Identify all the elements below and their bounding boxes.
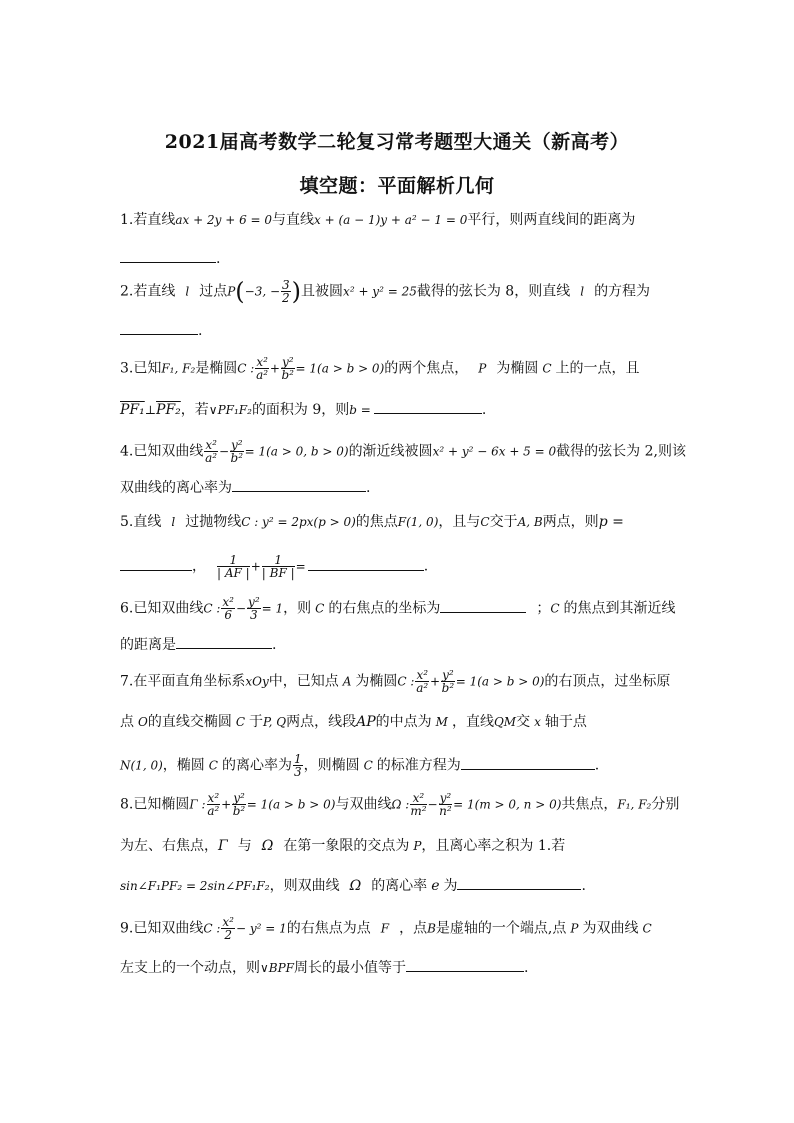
q7-xoy: xOy	[245, 674, 269, 689]
q3-c: C	[542, 361, 552, 376]
q4-text: 的渐近线被圆	[348, 443, 433, 460]
q3-end: .	[481, 402, 487, 418]
q4-prefix: 4.已知双曲线	[120, 443, 204, 460]
q9-l2b: 周长的最小值等于	[294, 960, 407, 976]
q2-prefix: 2.若直线	[120, 283, 176, 300]
q6-text1: ，则	[283, 600, 312, 617]
q4-cond: = 1(a > 0, b > 0)	[244, 444, 349, 459]
q5-end: .	[423, 558, 429, 575]
q8-o2: Ω	[349, 878, 362, 894]
q3-text: 的两个焦点，	[384, 360, 469, 377]
q6-text3: 的焦点到其渐近线	[563, 600, 676, 617]
q5-focus: F(1, 0)	[397, 515, 439, 529]
q7-l2g: 交	[516, 714, 531, 730]
answer-blank[interactable]	[406, 957, 524, 972]
question-4: 4.已知双曲线 $\frac{\text{x²}}{\text{a²}}$ − $\frac{\text{y²}}{\text{b²}}$ = 1(a > 0, b > 0)的渐近线被圆x² + y² − 6x + 5 = 0截得的弦长为 2,则该	[120, 438, 686, 465]
q9-text1: 的右焦点为点	[286, 920, 371, 937]
q9-text3: 是虚轴的一个端点,点	[435, 920, 567, 937]
question-7: 7.在平面直角坐标系xOy中，已知点 A 为椭圆C : $\frac{\text{x²}}{\text{a²}}$ + $\frac{\text{y²}}{\text{b²}}$ = 1(a > b > 0)的右顶点，过坐标原	[120, 668, 671, 695]
q3-ellipse: C :	[237, 361, 255, 376]
q7-m: M	[435, 715, 448, 729]
q8-l3c: 为	[443, 878, 458, 894]
q4-end: .	[366, 480, 371, 496]
document-subtitle: 填空题：平面解析几何	[299, 175, 495, 197]
q6-end: .	[272, 637, 277, 653]
q7-cond: = 1(a > b > 0)	[455, 674, 545, 689]
q5-text2: 的焦点	[355, 514, 398, 530]
q8-end: .	[581, 878, 586, 894]
answer-blank[interactable]	[120, 320, 198, 335]
q1-prefix: 1.若直线	[120, 212, 176, 228]
q2-pass: 过点	[199, 283, 228, 300]
q7-l2c: 于	[249, 714, 264, 730]
question-8-line2	[120, 835, 680, 857]
q3-prefix: 3.已知	[120, 360, 162, 377]
q5-text1: 过抛物线	[185, 514, 242, 530]
q3-vec2: PF₂	[156, 402, 181, 418]
question-9-line2	[120, 957, 680, 979]
question-7-line3: N(1, 0)，椭圆 C 的离心率为 $\frac{1}{3}$ ，则椭圆 C 的标准方程为 .	[120, 752, 600, 779]
q8-cond1: = 1(a > b > 0)	[246, 797, 336, 812]
q8-l2a: 为左、右焦点，	[120, 838, 218, 854]
q5-p-eq: p =	[598, 514, 624, 530]
q9-text2: ，点	[399, 920, 428, 937]
question-8: 8.已知椭圆Γ : $\frac{\text{x²}}{\text{a²}}$ + $\frac{\text{y²}}{\text{b²}}$ = 1(a > b > 0)与双曲线Ω : $\frac{\text{x²}}{\text{m²}}$ − $\frac{\text{y²}}{\text{n²}}$ = 1(m > 0, n > 0)共焦点，F₁, F₂分别	[120, 791, 680, 818]
q3-area-text: ，若	[180, 402, 209, 418]
q3-area-val: 的面积为 9，则	[251, 402, 350, 418]
q8-l2d: ，且离心率之积为 1.若	[421, 838, 566, 854]
q2-point-x: −3, −	[244, 284, 281, 299]
answer-blank[interactable]	[461, 755, 595, 770]
q8-f: F₁, F₂	[617, 797, 652, 812]
q9-triangle: ∨BPF	[260, 961, 295, 975]
q2-l: l	[185, 284, 190, 299]
answer-blank-p[interactable]	[120, 556, 192, 571]
q8-text3: 分别	[651, 796, 680, 813]
q6-c: C	[315, 601, 325, 616]
q7-end: .	[594, 757, 600, 774]
q3-cond: = 1(a > b > 0)	[295, 361, 385, 376]
q2-mid: 且被圆	[301, 283, 344, 300]
question-5	[120, 511, 680, 533]
q7-text2: 为椭圆	[355, 673, 398, 690]
q8-l2c: 在第一象限的交点为	[283, 838, 410, 854]
q3-vec1: PF₁	[120, 402, 145, 418]
q1-suffix: 平行，则两直线间的距离为	[467, 212, 636, 228]
question-1-answer	[120, 248, 680, 270]
q7-l2f: ，直线	[451, 714, 494, 730]
q2-point: P	[227, 284, 236, 299]
q7-ap: AP	[356, 714, 376, 730]
q6-line2: 的距离是	[120, 637, 176, 653]
answer-blank[interactable]	[457, 875, 581, 890]
q3-is: 是椭圆	[195, 360, 238, 377]
q9-l2a: 左支上的一个动点，则	[120, 960, 260, 976]
q3-triangle: ∨PF₁F₂	[208, 403, 252, 417]
question-1	[120, 209, 680, 231]
question-8-line3	[120, 875, 680, 897]
q8-gamma: Γ :	[189, 797, 206, 812]
question-3: 3.已知F₁, F₂是椭圆C : $\frac{\text{x²}}{\text{a²}}$ + $\frac{\text{y²}}{\text{b²}}$ = 1(a > b > 0)的两个焦点， P 为椭圆 C 上的一点，且	[120, 355, 640, 382]
q4-line2: 双曲线的离心率为	[120, 480, 232, 496]
question-9: 9.已知双曲线C : $\frac{\text{x²}}{2}$ − y² = 1的右焦点为点 F ，点B是虚轴的一个端点,点 P 为双曲线 C	[120, 915, 652, 942]
answer-blank-focus[interactable]	[440, 598, 526, 613]
q8-l3a: ，则双曲线	[269, 878, 340, 894]
q7-l3d: 的标准方程为	[376, 757, 461, 774]
q3-foci: F₁, F₂	[161, 361, 196, 376]
q5-text4: 交于	[489, 514, 518, 530]
q7-o: O	[138, 715, 148, 729]
q6-c2: C	[550, 601, 560, 616]
q7-l3b: 的离心率为	[221, 757, 292, 774]
q3-p: P	[478, 361, 487, 376]
q7-c2: C	[208, 758, 218, 773]
q8-text1: 与双曲线	[335, 796, 392, 813]
q2-end: .	[198, 323, 203, 339]
q7-head: C :	[397, 674, 415, 689]
q7-text3: 的右顶点，过坐标原	[544, 673, 671, 690]
q7-x: x	[534, 715, 541, 729]
q4-tail: 截得的弦长为 2,则该	[556, 443, 686, 460]
q2-suffix: 的方程为	[594, 283, 651, 300]
q1-mid: 与直线	[272, 212, 315, 228]
q1-end: .	[216, 251, 221, 267]
question-7-line2	[120, 711, 680, 733]
q7-n: N(1, 0)	[120, 758, 163, 773]
q9-rest: − y² = 1	[235, 921, 287, 936]
q9-f: F	[380, 921, 390, 936]
question-3-line2	[120, 399, 680, 421]
q8-g: Γ	[218, 838, 228, 854]
q8-l3b: 的离心率	[371, 878, 428, 894]
q5-comma: ，	[192, 558, 206, 575]
q6-semi: ；	[536, 600, 551, 617]
q7-l3a: ，椭圆	[162, 757, 205, 774]
q9-c: C	[642, 921, 652, 936]
q7-pq: P, Q	[263, 715, 287, 729]
q8-prefix: 8.已知椭圆	[120, 796, 190, 813]
q7-qm: QM	[493, 715, 517, 729]
q7-l2a: 点	[120, 714, 134, 730]
q5-text5: 两点，则	[542, 514, 599, 530]
q7-text1: 中，已知点	[268, 673, 339, 690]
q7-l3c: ，则椭圆	[303, 757, 360, 774]
q5-plus: +	[250, 559, 261, 574]
q3-perp: ⊥	[144, 403, 157, 417]
q2-l2: l	[580, 284, 585, 299]
q9-text4: 为双曲线	[582, 920, 639, 937]
answer-blank[interactable]	[120, 248, 216, 263]
q5-text3: ，且与	[438, 514, 481, 530]
answer-blank[interactable]	[374, 399, 482, 414]
q7-a: A	[342, 674, 352, 689]
q2-text: 截得的弦长为 8，则直线	[416, 283, 571, 300]
q7-l2d: 两点，线段	[286, 714, 357, 730]
q5-ab: A, B	[517, 515, 543, 529]
q7-l2e: 的中点为	[375, 714, 432, 730]
q1-line2: x + (a − 1)y + a² − 1 = 0	[314, 213, 468, 227]
question-2-answer	[120, 320, 680, 342]
q5-prefix: 5.直线	[120, 514, 162, 530]
q8-omega: Ω :	[391, 797, 410, 812]
q8-text2: 共焦点，	[561, 796, 618, 813]
q9-b: B	[427, 921, 436, 936]
q8-l2b: 与	[237, 838, 252, 854]
question-5-line2: ， $\frac{1}{| AF |}$ + $\frac{1}{| BF |}$ = .	[120, 554, 680, 576]
question-6-line2	[120, 634, 680, 656]
q8-p: P	[413, 839, 422, 853]
q3-b-eq: b =	[349, 403, 371, 417]
q6-head: C :	[203, 601, 221, 616]
q1-line1: ax + 2y + 6 = 0	[175, 213, 273, 227]
q7-c3: C	[363, 758, 373, 773]
q8-cond2: = 1(m > 0, n > 0)	[453, 797, 562, 812]
q3-tail: 上的一点，且	[555, 360, 640, 377]
q7-c: C	[235, 715, 246, 729]
q3-on: 为椭圆	[496, 360, 539, 377]
q4-circle: x² + y² − 6x + 5 = 0	[432, 444, 557, 459]
q6-cond: = 1	[261, 601, 284, 616]
q9-p: P	[570, 921, 579, 936]
q7-l2h: 轴于点	[544, 714, 587, 730]
q7-l2b: 的直线交椭圆	[147, 714, 232, 730]
answer-blank-sum[interactable]	[308, 556, 424, 571]
q8-e: e	[431, 878, 440, 894]
q5-l: l	[171, 515, 176, 529]
q8-o: Ω	[261, 838, 274, 854]
q7-prefix: 7.在平面直角坐标系	[120, 673, 246, 690]
answer-blank[interactable]	[232, 477, 366, 492]
q2-circle: x² + y² = 25	[343, 284, 417, 299]
q9-prefix: 9.已知双曲线	[120, 920, 204, 937]
q9-head: C :	[203, 921, 221, 936]
q9-end: .	[524, 960, 529, 976]
question-2: 2.若直线 l 过点P(−3, − $\frac{3}{2}$ )且被圆x² + y² = 25截得的弦长为 8，则直线 l 的方程为	[120, 277, 651, 306]
document-title: 2021届高考数学二轮复习常考题型大通关（新高考）	[164, 131, 630, 153]
q6-prefix: 6.已知双曲线	[120, 600, 204, 617]
q8-sin-eq: sin∠F₁PF₂ = 2sin∠PF₁F₂	[120, 879, 270, 893]
q2-frac: $\frac{3}{2}$	[282, 278, 290, 305]
q5-eq: =	[295, 559, 306, 574]
q5-c: C	[480, 515, 490, 529]
answer-blank-distance[interactable]	[176, 634, 272, 649]
q5-parabola: C : y² = 2px(p > 0)	[241, 515, 356, 529]
question-4-line2	[120, 477, 680, 499]
q6-text2: 的右焦点的坐标为	[328, 600, 441, 617]
question-6: 6.已知双曲线C : $\frac{\text{x²}}{6}$ − $\frac{\text{y²}}{3}$ = 1，则 C 的右焦点的坐标为 ；C 的焦点到其渐近线	[120, 595, 676, 622]
